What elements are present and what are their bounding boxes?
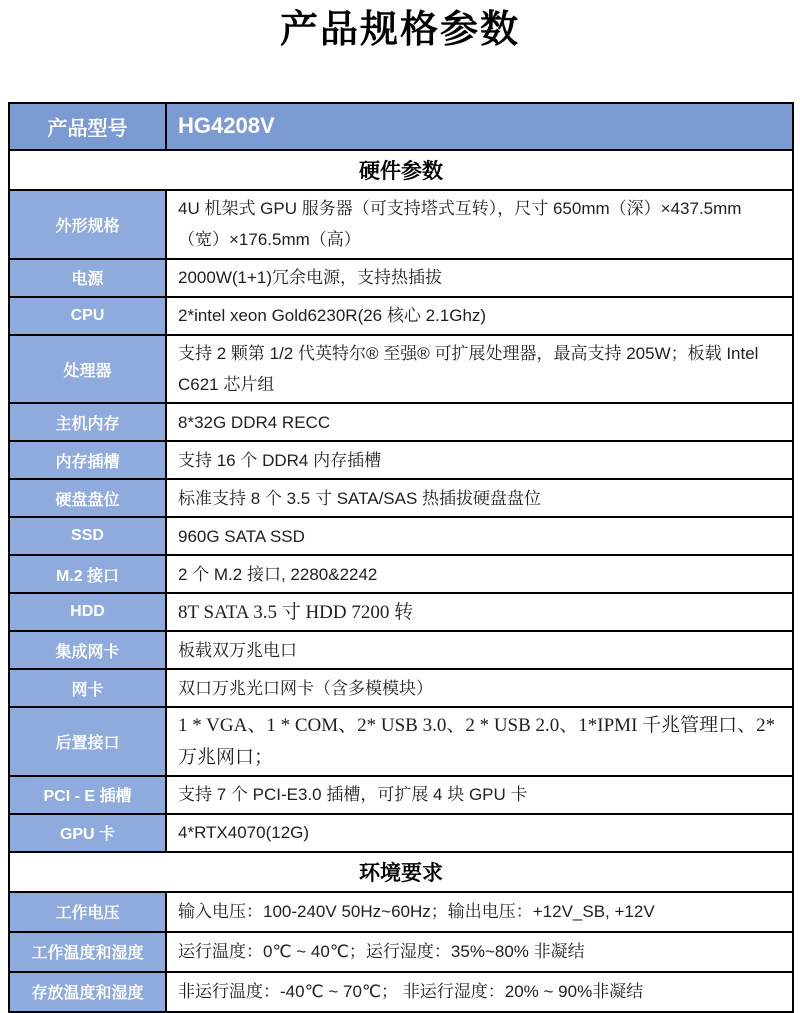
spec-row: [9, 479, 793, 517]
spec-label: 主机内存: [9, 403, 166, 441]
spec-value: 运行温度：0℃ ~ 40℃；运行湿度：35%~80% 非凝结: [166, 932, 793, 972]
section-title: 硬件参数: [9, 150, 793, 190]
spec-value: 板载双万兆电口: [166, 631, 793, 669]
spec-row: [9, 669, 793, 707]
spec-label: 存放温度和湿度: [9, 972, 166, 1012]
spec-row: [9, 190, 793, 259]
spec-label: 工作电压: [9, 892, 166, 932]
spec-row: [9, 972, 793, 1012]
section-header-row: [9, 852, 793, 892]
spec-label: CPU: [9, 297, 166, 335]
spec-row: [9, 517, 793, 555]
spec-value: 960G SATA SSD: [166, 517, 793, 555]
spec-row: [9, 776, 793, 814]
spec-label: SSD: [9, 517, 166, 555]
spec-row: [9, 593, 793, 631]
spec-row: [9, 297, 793, 335]
spec-value: 标准支持 8 个 3.5 寸 SATA/SAS 热插拔硬盘盘位: [166, 479, 793, 517]
spec-row: [9, 814, 793, 852]
spec-label: 电源: [9, 259, 166, 297]
spec-table: [8, 102, 794, 1013]
spec-row: [9, 403, 793, 441]
spec-label: PCI - E 插槽: [9, 776, 166, 814]
spec-value: 支持 16 个 DDR4 内存插槽: [166, 441, 793, 479]
spec-label: M.2 接口: [9, 555, 166, 593]
spec-label: 处理器: [9, 335, 166, 404]
spec-row: [9, 707, 793, 775]
page-title: 产品规格参数: [279, 9, 520, 51]
spec-value: 2000W(1+1)冗余电源，支持热插拔: [166, 259, 793, 297]
spec-value: 8*32G DDR4 RECC: [166, 403, 793, 441]
spec-value: 双口万兆光口网卡（含多模模块）: [166, 669, 793, 707]
spec-label: 内存插槽: [9, 441, 166, 479]
spec-value: 支持 7 个 PCI-E3.0 插槽，可扩展 4 块 GPU 卡: [166, 776, 793, 814]
spec-label: 工作温度和湿度: [9, 932, 166, 972]
spec-value: 非运行温度：-40℃ ~ 70℃； 非运行湿度：20% ~ 90%非凝结: [166, 972, 793, 1012]
spec-label: HDD: [9, 593, 166, 631]
spec-label: 硬盘盘位: [9, 479, 166, 517]
spec-row: [9, 555, 793, 593]
section-header-row: [9, 150, 793, 190]
model-value-cell: HG4208V: [166, 103, 793, 150]
spec-row: [9, 631, 793, 669]
spec-value: 支持 2 颗第 1/2 代英特尔® 至强® 可扩展处理器，最高支持 205W；板载 Intel C621 芯片组: [166, 335, 793, 404]
spec-label: 后置接口: [9, 707, 166, 775]
spec-label: 集成网卡: [9, 631, 166, 669]
spec-value: 输入电压：100-240V 50Hz~60Hz；输出电压：+12V_SB, +12V: [166, 892, 793, 932]
spec-label: 网卡: [9, 669, 166, 707]
spec-row: [9, 259, 793, 297]
spec-value: 2 个 M.2 接口, 2280&2242: [166, 555, 793, 593]
spec-value: 2*intel xeon Gold6230R(26 核心 2.1Ghz): [166, 297, 793, 335]
spec-table-body: [9, 103, 793, 1012]
spec-row: [9, 932, 793, 972]
spec-value: 1 * VGA、1 * COM、2* USB 3.0、2 * USB 2.0、1*IPMI 千兆管理口、2*万兆网口；: [166, 707, 793, 775]
spec-row: [9, 892, 793, 932]
spec-row: [9, 441, 793, 479]
spec-value: 4*RTX4070(12G): [166, 814, 793, 852]
spec-label: GPU 卡: [9, 814, 166, 852]
spec-value: 4U 机架式 GPU 服务器（可支持塔式互转），尺寸 650mm（深）×437.5mm（宽）×176.5mm（高）: [166, 190, 793, 259]
model-row: [9, 103, 793, 150]
model-label-cell: 产品型号: [9, 103, 166, 150]
spec-row: [9, 335, 793, 404]
section-title: 环境要求: [9, 852, 793, 892]
spec-label: 外形规格: [9, 190, 166, 259]
spec-value: 8T SATA 3.5 寸 HDD 7200 转: [166, 593, 793, 631]
